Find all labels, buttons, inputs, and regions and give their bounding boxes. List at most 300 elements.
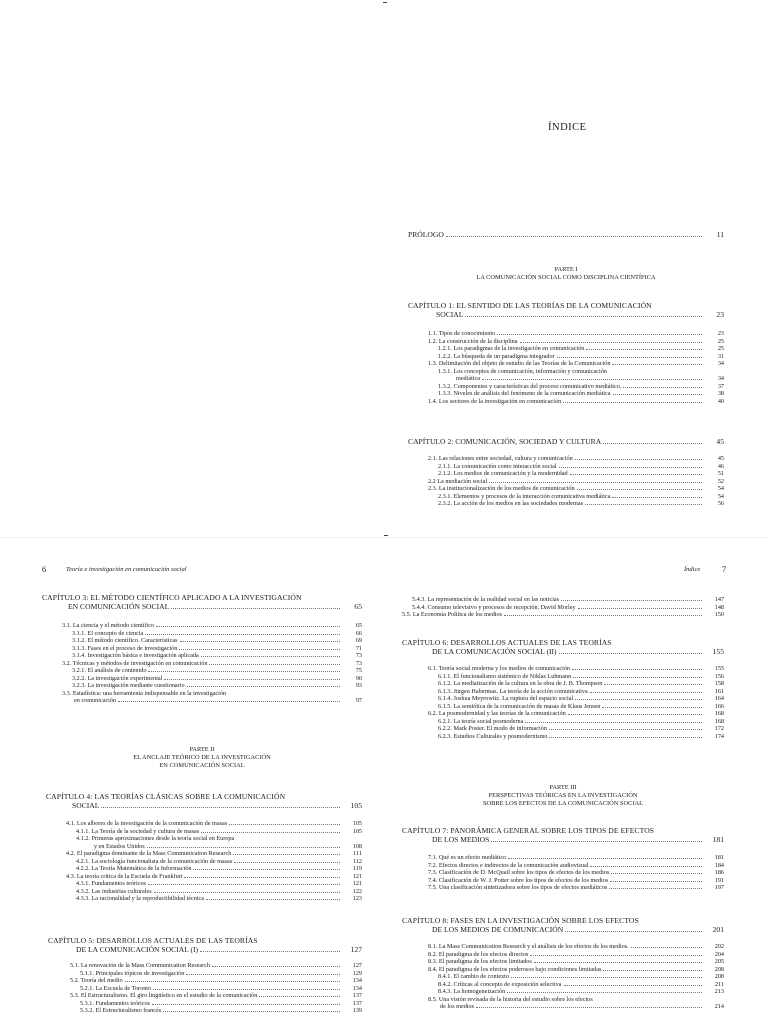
- dot-leader: [186, 974, 340, 975]
- toc-entry[interactable]: [76, 835, 362, 842]
- toc-label: 6.1.5. La semiótica de la comunicación de masas de Klaus Jensen: [438, 702, 601, 710]
- toc-page: 121: [352, 872, 362, 880]
- toc-label: 5.4.3. La representación de la realidad social en las noticias: [412, 596, 560, 603]
- dot-leader: [125, 981, 340, 982]
- page-number: 6: [42, 564, 47, 574]
- dot-leader: [206, 899, 340, 900]
- toc-entry[interactable]: [438, 695, 724, 702]
- dot-leader: [563, 402, 702, 403]
- toc-page: 208: [714, 973, 724, 980]
- toc-entry[interactable]: [80, 1007, 362, 1014]
- chapter-heading-line2[interactable]: [432, 925, 724, 934]
- toc-label: en comunicación: [74, 697, 117, 704]
- toc-entry[interactable]: [438, 688, 724, 695]
- chapter-heading-line2[interactable]: [68, 602, 362, 611]
- toc-entry[interactable]: [428, 478, 724, 485]
- toc-label: 3.2.2. La investigación experimental: [72, 674, 163, 682]
- dot-leader: [152, 1004, 340, 1005]
- toc-page: 181: [714, 854, 724, 861]
- dot-leader: [482, 379, 702, 380]
- dot-leader: [573, 677, 702, 678]
- toc-entry[interactable]: [428, 485, 724, 492]
- toc-entry[interactable]: [428, 996, 724, 1003]
- dot-leader: [209, 664, 340, 665]
- chapter-heading-line2[interactable]: [436, 310, 724, 319]
- toc-label: 3.1.4. Investigación básica e investigación aplicada: [72, 652, 199, 659]
- toc-entry[interactable]: [428, 398, 724, 405]
- chapter-title-line2: EN COMUNICACIÓN SOCIAL: [68, 602, 170, 611]
- toc-entry[interactable]: [428, 854, 724, 861]
- dot-leader: [575, 699, 702, 700]
- chapter-title-line2: SOCIAL: [436, 310, 464, 319]
- toc-label: 4.1. Los albores de la investigación de la comunicación de masas: [66, 820, 228, 827]
- toc-page: 40: [717, 397, 724, 405]
- dot-leader: [564, 985, 702, 986]
- toc-entry[interactable]: [72, 682, 362, 689]
- chapter-heading[interactable]: [408, 301, 724, 310]
- toc-label: 1.1. Tipos de conocimiento: [428, 330, 496, 337]
- toc-entry[interactable]: [80, 1000, 362, 1007]
- toc-page: 108: [352, 842, 362, 850]
- dot-leader: [623, 387, 702, 388]
- toc-label: 3.3. Estadística: una herramienta indispensable en la investigación: [62, 689, 227, 697]
- toc-label: 2.1.2. Los medios de comunicación y la modernidad: [438, 470, 568, 477]
- toc-page: 205: [714, 958, 724, 965]
- toc-label: 2.1.1. La comunicación como interacción social: [438, 462, 557, 470]
- toc-label: 4.3.1. Fundamentos teóricos: [76, 880, 146, 887]
- toc-label: 6.1.3. Jürgen Habermas. La teoría de la acción comunicativa: [438, 687, 588, 695]
- dot-leader: [602, 707, 702, 708]
- toc-entry[interactable]: [62, 622, 362, 629]
- toc-page: 147: [714, 596, 724, 603]
- dot-leader: [572, 669, 702, 670]
- dot-leader: [491, 841, 702, 842]
- dot-leader: [534, 962, 702, 963]
- toc-label: 5.3.2. El Estructuralismo francés: [80, 1007, 162, 1014]
- toc-label: PRÓLOGO: [408, 230, 444, 239]
- toc-label: 1.2.2. La búsqueda de un paradigma integrador: [438, 352, 555, 360]
- dot-leader: [497, 334, 702, 335]
- toc-label: 4.2.1. La sociología funcionalista de la comunicación de masas: [76, 857, 233, 865]
- dot-leader: [163, 1011, 340, 1012]
- toc-entry[interactable]: [428, 943, 724, 950]
- toc-label: 8.4.3. La homogeneización: [438, 988, 506, 995]
- toc-page: 121: [352, 880, 362, 887]
- toc-page: 54: [717, 492, 724, 500]
- toc-entry[interactable]: [428, 958, 724, 965]
- toc-page: 69: [355, 637, 362, 644]
- chapter-heading[interactable]: [48, 936, 362, 945]
- toc-entry[interactable]: [72, 645, 362, 652]
- toc-label: 3.1.3. Fases en el proceso de investigación: [72, 644, 178, 652]
- toc-entry[interactable]: [438, 718, 724, 725]
- toc-label: 2.1. Las relaciones entre sociedad, cultura y comunicación: [428, 455, 573, 462]
- toc-entry[interactable]: [438, 500, 724, 507]
- toc-label: 1.2.1. Los paradigmas de la investigación en comunicación: [438, 345, 585, 352]
- running-header: Teoría e investigación en comunicación social: [66, 566, 187, 573]
- dot-leader: [259, 996, 340, 997]
- chapter-title-line1: CAPÍTULO 6: DESARROLLOS ACTUALES DE LAS TEORÍAS: [402, 638, 612, 647]
- toc-entry[interactable]: [428, 665, 724, 672]
- dot-leader: [568, 714, 702, 715]
- toc-page: 38: [717, 390, 724, 397]
- toc-page: 134: [352, 984, 362, 992]
- chapter-title-line2: DE LA COMUNICACIÓN SOCIAL (I): [76, 945, 199, 954]
- toc-entry[interactable]: [428, 951, 724, 958]
- dot-leader: [212, 966, 340, 967]
- toc-page: 168: [714, 710, 724, 717]
- chapter-heading[interactable]: [402, 916, 724, 925]
- chapter-title-line1: CAPÍTULO 7: PANORÁMICA GENERAL SOBRE LOS TIPOS DE EFECTOS: [402, 826, 655, 835]
- toc-entry[interactable]: [72, 652, 362, 659]
- toc-label: 4.2. El paradigma dominante de la Mass Communication Research: [66, 850, 232, 857]
- part-heading: [402, 784, 724, 808]
- toc-entry[interactable]: [66, 873, 362, 880]
- toc-entry[interactable]: [456, 375, 724, 382]
- toc-entry[interactable]: [428, 455, 724, 462]
- toc-label: 5.4.4. Consumo televisivo y procesos de recepción. David Morley: [412, 603, 576, 611]
- dot-leader: [145, 634, 340, 635]
- toc-page: 56: [717, 500, 724, 507]
- toc-page: 25: [717, 345, 724, 352]
- toc-label: 3.2.1. El análisis de contenido: [72, 667, 147, 674]
- toc-entry[interactable]: [438, 673, 724, 680]
- part-title: EN COMUNICACIÓN SOCIAL: [159, 762, 245, 769]
- toc-entry[interactable]: [62, 660, 362, 667]
- toc-label: 5.1.1. Principales tópicos de investigación: [80, 969, 185, 977]
- dot-leader: [184, 877, 340, 878]
- dot-leader: [446, 236, 702, 237]
- dot-leader: [590, 692, 702, 693]
- toc-label: 3.1.2. El método científico. Características: [72, 637, 178, 644]
- toc-page: 45: [716, 437, 724, 446]
- toc-page: 211: [714, 980, 724, 988]
- toc-entry[interactable]: [428, 710, 724, 717]
- toc-page: 197: [714, 884, 724, 891]
- toc-entry[interactable]: [402, 611, 724, 618]
- toc-label: 8.1. La Mass Communication Research y el análisis de los efectos de los medios.: [428, 943, 629, 950]
- toc-label: 7.1. Qué es un efecto mediático: [428, 854, 507, 861]
- toc-page: 127: [350, 945, 362, 954]
- toc-page: 25: [717, 337, 724, 345]
- dot-leader: [187, 686, 340, 687]
- toc-entry[interactable]: [428, 360, 724, 367]
- toc-page: 73: [355, 659, 362, 667]
- toc-entry[interactable]: [76, 888, 362, 895]
- toc-entry[interactable]: [74, 697, 362, 704]
- part-label: PARTE I: [554, 266, 578, 273]
- toc-page: 155: [712, 647, 724, 656]
- toc-label: mediática: [456, 375, 481, 382]
- toc-label: 3.1.1. El concepto de ciencia: [72, 629, 144, 637]
- toc-entry[interactable]: [438, 725, 724, 732]
- toc-label: 8.2. El paradigma de los efectos directos: [428, 950, 529, 958]
- toc-page: 34: [717, 360, 724, 367]
- part-heading: [408, 266, 724, 282]
- toc-page: 111: [353, 850, 362, 857]
- dot-leader: [147, 847, 340, 848]
- toc-entry[interactable]: [428, 869, 724, 876]
- toc-entry[interactable]: [70, 962, 362, 969]
- chapter-title-line2: DE LOS MEDIOS DE COMUNICACIÓN: [432, 925, 564, 934]
- dot-leader: [234, 862, 340, 863]
- toc-entry[interactable]: [76, 858, 362, 865]
- crop-mark: [384, 535, 388, 536]
- part-label: PARTE II: [189, 746, 215, 753]
- toc-label: 8.4. El paradigma de los efectos poderosos bajo condiciones limitadas: [428, 965, 602, 973]
- toc-entry[interactable]: [438, 390, 724, 397]
- toc-page: 65: [355, 622, 362, 629]
- toc-page: 93: [355, 682, 362, 689]
- toc-label: 6.1.2. La mediatización de la cultura en la obra de J. B. Thompson: [438, 680, 603, 687]
- toc-page: 23: [717, 330, 724, 337]
- dot-leader: [565, 931, 702, 932]
- chapter-heading[interactable]: [42, 593, 362, 602]
- toc-entry[interactable]: [438, 463, 724, 470]
- dot-leader: [559, 467, 702, 468]
- toc-page: 213: [714, 988, 724, 995]
- dot-leader: [511, 977, 702, 978]
- toc-page: 112: [352, 857, 362, 865]
- toc-page: 137: [352, 999, 362, 1007]
- toc-entry[interactable]: [80, 985, 362, 992]
- toc-label: de los medios: [440, 1003, 475, 1010]
- toc-label: 3.1. La ciencia y el método científico: [62, 622, 155, 629]
- toc-page: 191: [714, 876, 724, 884]
- toc-page: 150: [714, 611, 724, 618]
- toc-page: 186: [714, 869, 724, 876]
- toc-entry[interactable]: [440, 1003, 724, 1010]
- toc-entry[interactable]: [62, 690, 362, 697]
- chapter-title-line2: DE LA COMUNICACIÓN SOCIAL (II): [432, 647, 557, 656]
- dot-leader: [613, 394, 702, 395]
- part-title: LA COMUNICACIÓN SOCIAL COMO DISCIPLINA CIENTÍFICA: [476, 274, 656, 281]
- toc-entry-prologo[interactable]: [408, 230, 724, 239]
- dot-leader: [559, 653, 702, 654]
- part-title: EL ANCLAJE TEÓRICO DE LA INVESTIGACIÓN: [133, 754, 271, 761]
- chapter-title-line1: CAPÍTULO 8: FASES EN LA INVESTIGACIÓN SOBRE LOS EFECTOS: [402, 916, 639, 925]
- chapter-heading-line2[interactable]: [432, 835, 724, 844]
- toc-entry[interactable]: [70, 992, 362, 999]
- dot-leader: [507, 992, 702, 993]
- chapter-heading-line2[interactable]: [72, 801, 362, 810]
- toc-page: 204: [714, 950, 724, 958]
- chapter-heading-line2[interactable]: [76, 945, 362, 954]
- toc-page: 158: [714, 680, 724, 687]
- dot-leader: [577, 489, 702, 490]
- toc-label: 1.4. Los sectores de la investigación en comunicación: [428, 397, 562, 405]
- dot-leader: [148, 884, 340, 885]
- dot-leader: [164, 679, 340, 680]
- toc-entry[interactable]: [428, 862, 724, 869]
- dot-leader: [612, 497, 702, 498]
- dot-leader: [604, 684, 702, 685]
- toc-label: 6.2. La posmodernidad y las teorías de la comunicación: [428, 710, 566, 717]
- dot-leader: [590, 866, 702, 867]
- toc-label: 7.5. Una clasificación sintetizadora sobre los tipos de efectos mediáticos: [428, 884, 608, 891]
- chapter-title-line2: DE LOS MEDIOS: [432, 835, 490, 844]
- toc-page: 105: [350, 801, 362, 810]
- toc-entry[interactable]: [438, 733, 724, 740]
- dot-leader: [200, 951, 340, 952]
- dot-leader: [229, 824, 340, 825]
- toc-label: 8.4.1. El cambio de contexto: [438, 973, 509, 980]
- toc-label: 6.2.2. Mark Poster. El modo de información: [438, 725, 547, 732]
- toc-page: 166: [714, 702, 724, 710]
- part-label: PARTE III: [549, 784, 577, 791]
- dot-leader: [549, 737, 702, 738]
- toc-entry[interactable]: [428, 330, 724, 337]
- toc-entry[interactable]: [80, 970, 362, 977]
- toc-page: 127: [352, 962, 362, 969]
- dot-leader: [153, 989, 340, 990]
- toc-label: 4.1.1. La Teoría de la sociedad y cultura de masas: [76, 827, 200, 835]
- dot-leader: [611, 873, 702, 874]
- toc-label: 2.3. La institucionalización de los medios de comunicación: [428, 485, 575, 492]
- toc-label: 4.1.2. Primeras aproximaciones desde la teoría social en Europa: [76, 835, 235, 842]
- toc-page: 123: [352, 895, 362, 902]
- chapter-title-line1: CAPÍTULO 2: COMUNICACIÓN, SOCIEDAD Y CULTURA: [408, 437, 602, 446]
- toc-entry[interactable]: [438, 353, 724, 360]
- toc-label: 5.2.1. La Escuela de Toronto: [80, 984, 152, 992]
- dot-leader: [609, 888, 702, 889]
- toc-page: 73: [355, 652, 362, 659]
- toc-page: 168: [714, 717, 724, 725]
- toc-page: 134: [352, 977, 362, 984]
- chapter-title-line1: CAPÍTULO 1: EL SENTIDO DE LAS TEORÍAS DE LA COMUNICACIÓN: [408, 301, 652, 310]
- toc-page: 90: [355, 674, 362, 682]
- toc-entry[interactable]: [428, 877, 724, 884]
- toc-page: 119: [352, 865, 362, 872]
- chapter-heading[interactable]: [408, 437, 724, 446]
- toc-page: 122: [352, 887, 362, 895]
- toc-page: 137: [352, 992, 362, 999]
- toc-page: 164: [714, 695, 724, 702]
- toc-label: 5.5. La Economía Política de los medios: [402, 611, 503, 618]
- dot-leader: [530, 955, 702, 956]
- dot-leader: [156, 626, 340, 627]
- toc-label: 5.3. El Estructuralismo. El giro lingüístico en el estudio de la comunicación: [70, 992, 258, 999]
- toc-page: 31: [717, 352, 724, 360]
- toc-label: 1.3.3. Niveles de análisis del fenómeno de la comunicación mediática: [438, 390, 611, 397]
- toc-label: 1.3.2. Componentes y características del proceso comunicativo mediático.: [438, 382, 622, 390]
- toc-label: 2.3.1. Elementos y procesos de la interacción comunicativa mediática: [438, 492, 611, 500]
- toc-page: 65: [354, 602, 362, 611]
- toc-entry[interactable]: [66, 820, 362, 827]
- part-heading: [42, 746, 362, 770]
- toc-page: 45: [717, 455, 724, 462]
- dot-leader: [603, 970, 702, 971]
- toc-entry[interactable]: [412, 596, 724, 603]
- toc-entry[interactable]: [76, 828, 362, 835]
- toc-page: 201: [712, 925, 724, 934]
- toc-page: 105: [352, 827, 362, 835]
- chapter-heading-line2[interactable]: [432, 647, 724, 656]
- toc-label: 6.1.4. Joshua Meyrowitz. La ruptura del espacio social: [438, 695, 574, 702]
- toc-entry[interactable]: [72, 667, 362, 674]
- toc-label: 2.2 La mediación social: [428, 477, 488, 485]
- dot-leader: [465, 316, 702, 317]
- toc-label: 8.5. Una visión revisada de la historia del estudio sobre los efectos: [428, 995, 593, 1003]
- toc-entry[interactable]: [66, 850, 362, 857]
- toc-entry[interactable]: [438, 493, 724, 500]
- toc-entry[interactable]: [428, 966, 724, 973]
- toc-page: 181: [712, 835, 724, 844]
- toc-page: 11: [716, 230, 724, 239]
- toc-page: 71: [355, 644, 362, 652]
- toc-entry[interactable]: [412, 604, 724, 611]
- dot-leader: [101, 807, 340, 808]
- toc-entry[interactable]: [438, 973, 724, 980]
- toc-page: 51: [717, 470, 724, 477]
- dot-leader: [557, 357, 702, 358]
- toc-page: 202: [714, 943, 724, 950]
- chapter-heading[interactable]: [402, 638, 724, 647]
- chapter-heading[interactable]: [46, 792, 362, 801]
- toc-label: 4.3.2. Las industrias culturales: [76, 887, 152, 895]
- toc-page: 156: [714, 672, 724, 680]
- part-title: SOBRE LOS EFECTOS DE LA COMUNICACIÓN SOCIAL: [482, 800, 644, 807]
- part-title: PERSPECTIVAS TEÓRICAS EN LA INVESTIGACIÓN: [488, 792, 638, 799]
- toc-entry[interactable]: [438, 981, 724, 988]
- dot-leader: [578, 608, 702, 609]
- toc-page: 172: [714, 725, 724, 732]
- toc-label: 1.3. Delimitación del objeto de estudio de las Teorías de la Comunicación: [428, 360, 611, 367]
- toc-page: 139: [352, 1007, 362, 1014]
- toc-page: 37: [717, 382, 724, 390]
- dot-leader: [520, 342, 702, 343]
- chapter-heading[interactable]: [402, 826, 724, 835]
- toc-label: 3.2. Técnicas y métodos de investigación en comunicación: [62, 659, 208, 667]
- toc-entry[interactable]: [438, 368, 724, 375]
- page-number: 7: [722, 564, 727, 574]
- toc-entry[interactable]: [438, 345, 724, 352]
- toc-entry[interactable]: [438, 703, 724, 710]
- running-header: Índice: [684, 566, 701, 573]
- toc-entry[interactable]: [72, 630, 362, 637]
- toc-label: 3.2.3. La investigación mediante cuestionario: [72, 682, 185, 689]
- toc-entry[interactable]: [438, 680, 724, 687]
- toc-label: 4.3.3. La racionalidad y la reproductibilidad técnica: [76, 895, 204, 902]
- toc-entry[interactable]: [76, 895, 362, 902]
- dot-leader: [201, 656, 340, 657]
- toc-entry[interactable]: [438, 470, 724, 477]
- toc-entry[interactable]: [428, 338, 724, 345]
- toc-entry[interactable]: [72, 637, 362, 644]
- toc-entry[interactable]: [94, 843, 362, 850]
- dot-leader: [489, 482, 702, 483]
- dot-leader: [233, 854, 340, 855]
- toc-entry[interactable]: [438, 383, 724, 390]
- toc-entry[interactable]: [438, 988, 724, 995]
- dot-leader: [171, 608, 340, 609]
- toc-label: y en Estados Unidos: [94, 842, 145, 850]
- toc-entry[interactable]: [76, 865, 362, 872]
- dot-leader: [180, 641, 341, 642]
- toc-page: 148: [714, 603, 724, 611]
- toc-entry[interactable]: [76, 880, 362, 887]
- toc-page: 34: [717, 375, 724, 382]
- page-fold: [0, 537, 768, 538]
- toc-entry[interactable]: [70, 977, 362, 984]
- dot-leader: [508, 858, 702, 859]
- toc-page: 46: [717, 462, 724, 470]
- dot-leader: [179, 649, 340, 650]
- toc-entry[interactable]: [428, 884, 724, 891]
- toc-label: 1.3.1. Los conceptos de comunicación, información y comunicación: [438, 367, 607, 375]
- toc-entry[interactable]: [72, 675, 362, 682]
- toc-page: 23: [716, 310, 724, 319]
